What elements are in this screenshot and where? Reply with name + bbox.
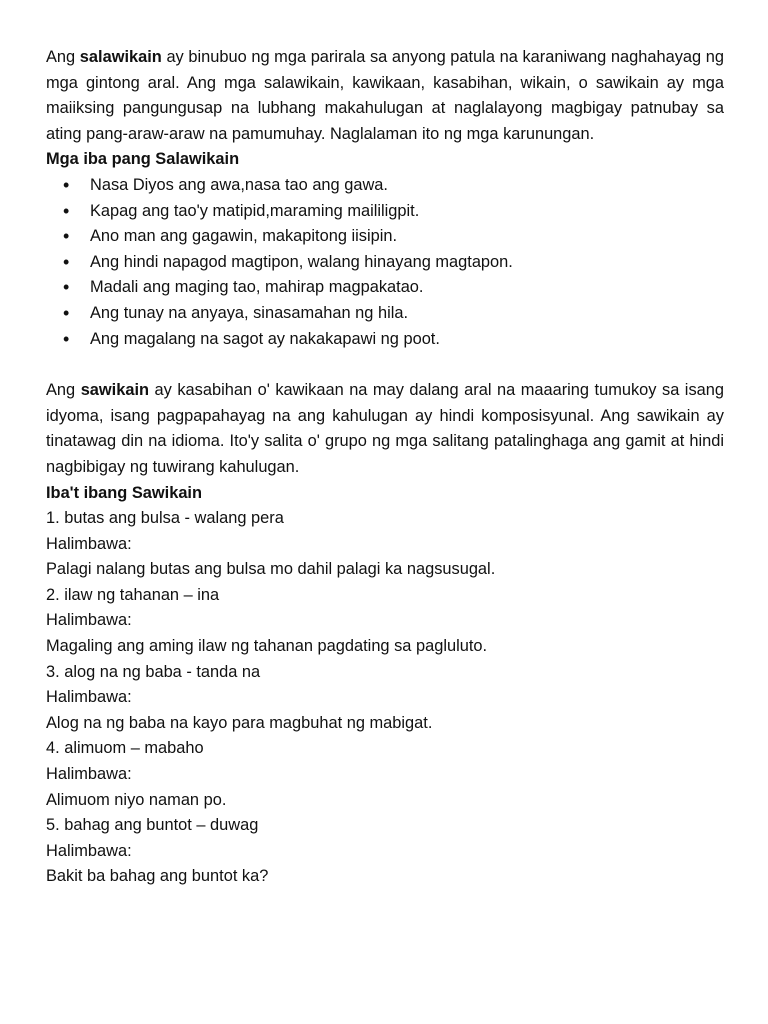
- salawikain-heading: Mga iba pang Salawikain: [46, 150, 240, 169]
- entry-label: Halimbawa:: [46, 841, 132, 860]
- sawikain-entry: [46, 583, 724, 660]
- entry-title: 2. ilaw ng tahanan – ina: [46, 585, 220, 604]
- list-item: • Ang hindi napagod magtipon, walang hinayang magtapon.: [46, 250, 724, 276]
- sawikain-entry: [46, 506, 724, 583]
- entry-example: Alog na ng baba na kayo para magbuhat ng mabigat.: [46, 713, 433, 732]
- sawikain-term: sawikain: [80, 381, 150, 400]
- entry-title: 1. butas ang bulsa - walang pera: [46, 509, 284, 528]
- entry-label: Halimbawa:: [46, 534, 132, 553]
- paragraph-spacer: [46, 352, 724, 378]
- sawikain-intro-paragraph: [46, 378, 724, 480]
- entry-label: Halimbawa:: [46, 611, 132, 630]
- sawikain-entry: [46, 736, 724, 813]
- entry-example: Magaling ang aming ilaw ng tahanan pagdating sa pagluluto.: [46, 637, 488, 656]
- intro-lead: Ang: [46, 48, 76, 66]
- entry-title: 4. alimuom – mabaho: [46, 739, 204, 758]
- entry-title: 5. bahag ang buntot – duwag: [46, 816, 259, 835]
- sawikain-entry: [46, 813, 724, 890]
- entry-example: Bakit ba bahag ang buntot ka?: [46, 867, 269, 886]
- sawikain-text: ay kasabihan o' kawikaan na may dalang aral na maaaring tumukoy sa isang idyoma, isang pagpapahayag na ang kahulugan ay hindi komposisyunal. Ang sawikain ay tinatawag din na idioma. Ito'y salita o' grupo ng mga salitang patalinghaga ang gamit at hindi nagbibigay ng tuwirang kahulugan.: [46, 381, 724, 476]
- document-page: [46, 45, 724, 890]
- sawikain-heading: Iba't ibang Sawikain: [46, 483, 202, 502]
- entry-example: Alimuom niyo naman po.: [46, 790, 227, 809]
- list-item: • Ano man ang gagawin, makapitong iisipin.: [46, 224, 724, 250]
- list-item: • Madali ang maging tao, mahirap magpakatao.: [46, 275, 724, 301]
- salawikain-intro-paragraph: [46, 45, 724, 147]
- sawikain-entry: [46, 660, 724, 737]
- entry-title: 3. alog na ng baba - tanda na: [46, 662, 261, 681]
- list-item: • Kapag ang tao'y matipid,maraming maililigpit.: [46, 199, 724, 225]
- intro-text: ay binubuo ng mga parirala sa anyong patula na karaniwang naghahayag ng mga gintong aral. Ang mga salawikain, kawikaan, kasabihan, wikain, o sawikain ay mga maiiksing pangungusap na lubhang makahulugan at naglalayong magbigay patnubay sa ating pang-araw-araw na pamumuhay. Naglalaman ito ng mga karunungan.: [46, 48, 724, 143]
- list-item: • Nasa Diyos ang awa,nasa tao ang gawa.: [46, 173, 724, 199]
- list-item: • Ang magalang na sagot ay nakakapawi ng poot.: [46, 327, 724, 353]
- entry-example: Palagi nalang butas ang bulsa mo dahil palagi ka nagsusugal.: [46, 560, 496, 579]
- entry-label: Halimbawa:: [46, 765, 132, 784]
- sawikain-lead: Ang: [46, 381, 76, 400]
- salawikain-term: salawikain: [79, 48, 162, 66]
- entry-label: Halimbawa:: [46, 688, 132, 707]
- salawikain-list: [46, 173, 724, 352]
- list-item: • Ang tunay na anyaya, sinasamahan ng hila.: [46, 301, 724, 327]
